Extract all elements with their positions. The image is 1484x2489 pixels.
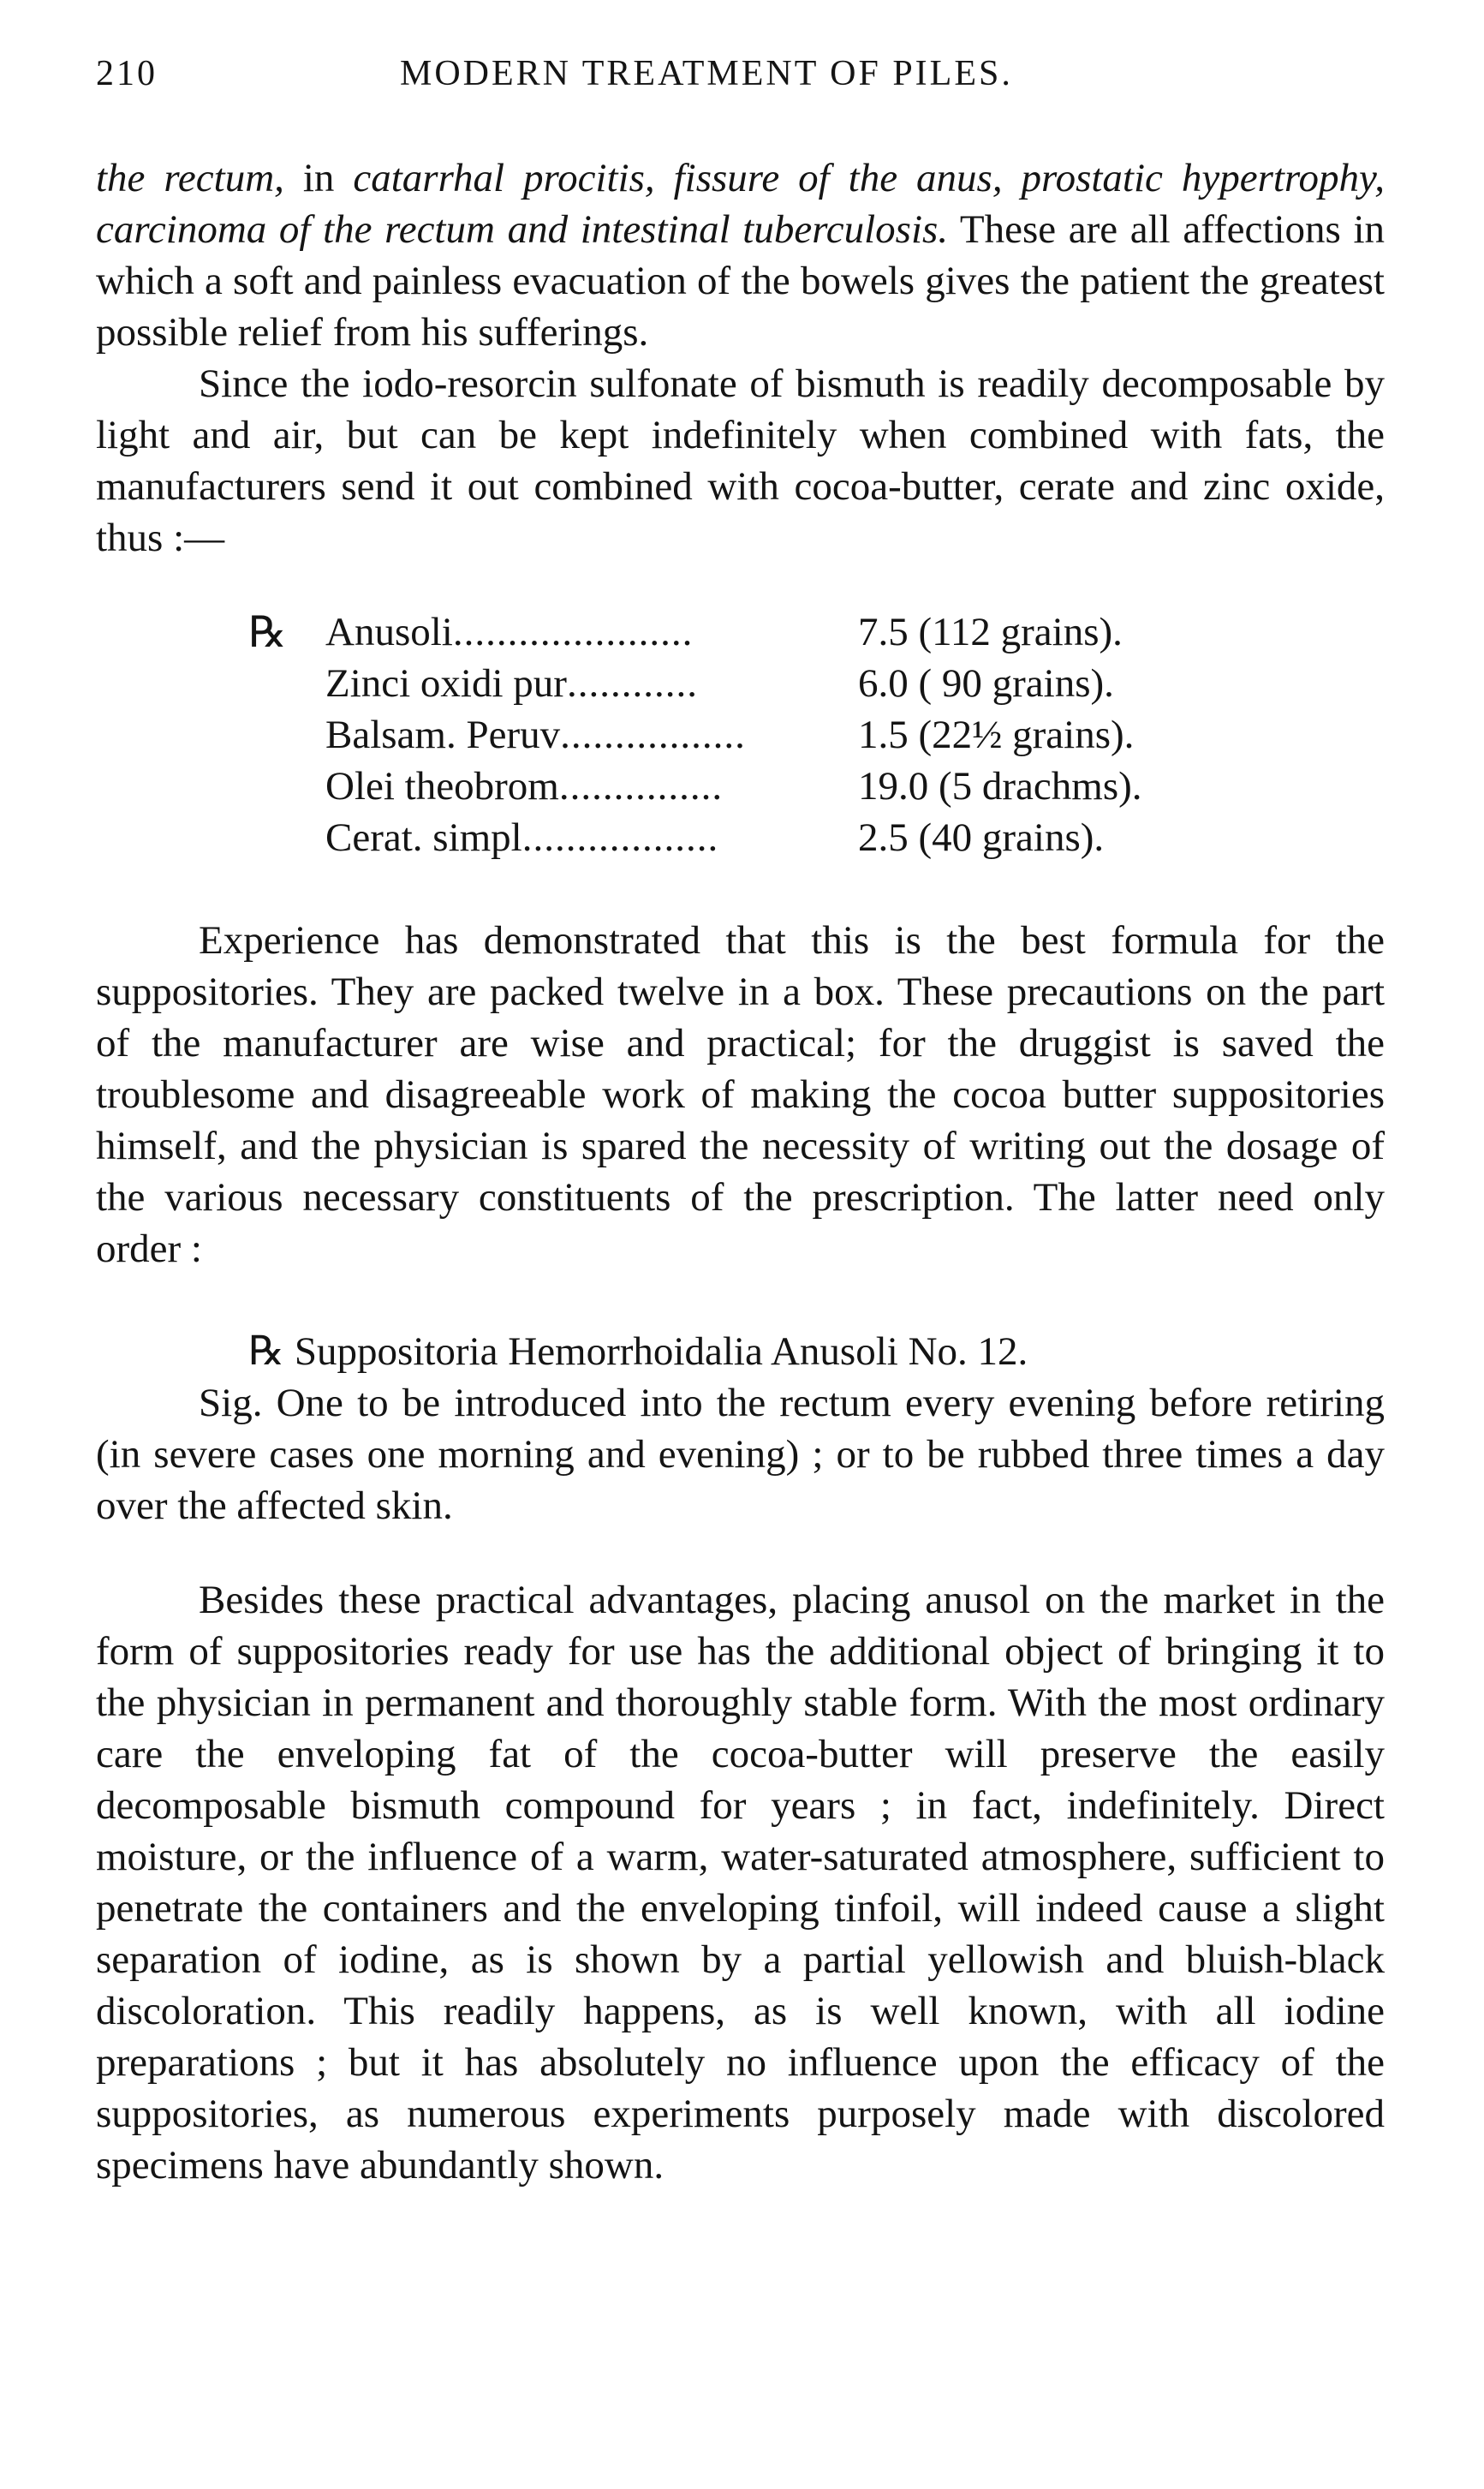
paragraph-1-text-c: These are all affections in which a soft and painless evacuation of the bowels gives the patient the greatest possible relief from his sufferings. <box>96 207 1385 355</box>
paragraph-1-text-a: in <box>283 156 354 200</box>
rx-spacer <box>248 812 325 863</box>
rx-spacer <box>248 658 325 709</box>
rx-symbol-icon: ℞ <box>248 608 287 656</box>
ingredient-quantity: 2.5 (40 grains). <box>858 815 1105 860</box>
ingredient-quantity: 7.5 (112 grains). <box>858 610 1123 654</box>
ingredient-name: Anusoli...................... <box>325 610 694 654</box>
formula-row <box>248 658 1385 709</box>
ingredient-name: Cerat. simpl.................. <box>325 815 719 860</box>
running-title: MODERN TREATMENT OF PILES. <box>400 54 1013 93</box>
body-text <box>96 152 1385 2191</box>
order-line: ℞ Suppositoria Hemorrhoidalia Anusoli No. 12. <box>248 1329 1028 1374</box>
italic-conditions: catarrhal procitis, fissure of the anus, prostatic hypertrophy, carcinoma of the rectum and intestinal tuberculosis. <box>96 156 1385 252</box>
ingredient-name: Balsam. Peruv................. <box>325 713 746 757</box>
italic-lead: the rectum, <box>96 156 284 200</box>
rx-spacer <box>248 709 325 761</box>
running-head <box>96 53 1398 104</box>
ingredient-name: Zinci oxidi pur............ <box>325 661 698 706</box>
paragraph-1 <box>96 152 1385 358</box>
prescription-formula <box>96 606 1385 863</box>
order-sig: Sig. One to be introduced into the rectum every evening before retiring (in severe cases one morning and evening) ; or to be rubbed three times a day over the affected skin. <box>96 1381 1385 1528</box>
ingredient-quantity: 6.0 ( 90 grains). <box>858 661 1114 706</box>
ingredient-name: Olei theobrom............... <box>325 764 724 809</box>
paragraph-3: Experience has demonstrated that this is the best formula for the suppositories. They are packed twelve in a box. These precautions on the part of the manufacturer are wise and practical; for the druggist is saved the troublesome and disagreeable work of making the cocoa butter suppositories himself, and the physician is spared the necessity of writing out the dosage of the various necessary constituents of the prescription. The latter need only order : <box>96 918 1385 1271</box>
formula-row <box>248 709 1385 761</box>
formula-row <box>248 606 1385 658</box>
formula-row <box>248 761 1385 812</box>
ingredient-quantity: 1.5 (22½ grains). <box>858 713 1135 757</box>
order-block <box>96 1326 1385 1531</box>
paragraph-4: Besides these practical advantages, placing anusol on the market in the form of suppositories ready for use has the additional object of bringing it to the physician in permanent and thoroughly stable form. With the most ordinary care the enveloping fat of the cocoa-butter will preserve the easily decomposable bismuth compound for years ; in fact, indefinitely. Direct moisture, or the influence of a warm, water-saturated atmosphere, sufficient to penetrate the containers and the enveloping tinfoil, will indeed cause a slight separation of iodine, as is shown by a partial yellowish and bluish-black discoloration. This readily happens, as is well known, with all iodine preparations ; but it has absolutely no influence upon the efficacy of the suppositories, as numerous experiments purposely made with discolored specimens have abundantly shown. <box>96 1578 1385 2188</box>
formula-row <box>248 812 1385 863</box>
paragraph-2: Since the iodo-resorcin sulfonate of bismuth is readily decomposable by light and air, but can be kept indefinitely when combined with fats, the manufacturers send it out combined with cocoa-butter, cerate and zinc oxide, thus :— <box>96 361 1385 560</box>
rx-spacer <box>248 761 325 812</box>
ingredient-quantity: 19.0 (5 drachms). <box>858 764 1142 809</box>
page-number: 210 <box>96 54 158 93</box>
